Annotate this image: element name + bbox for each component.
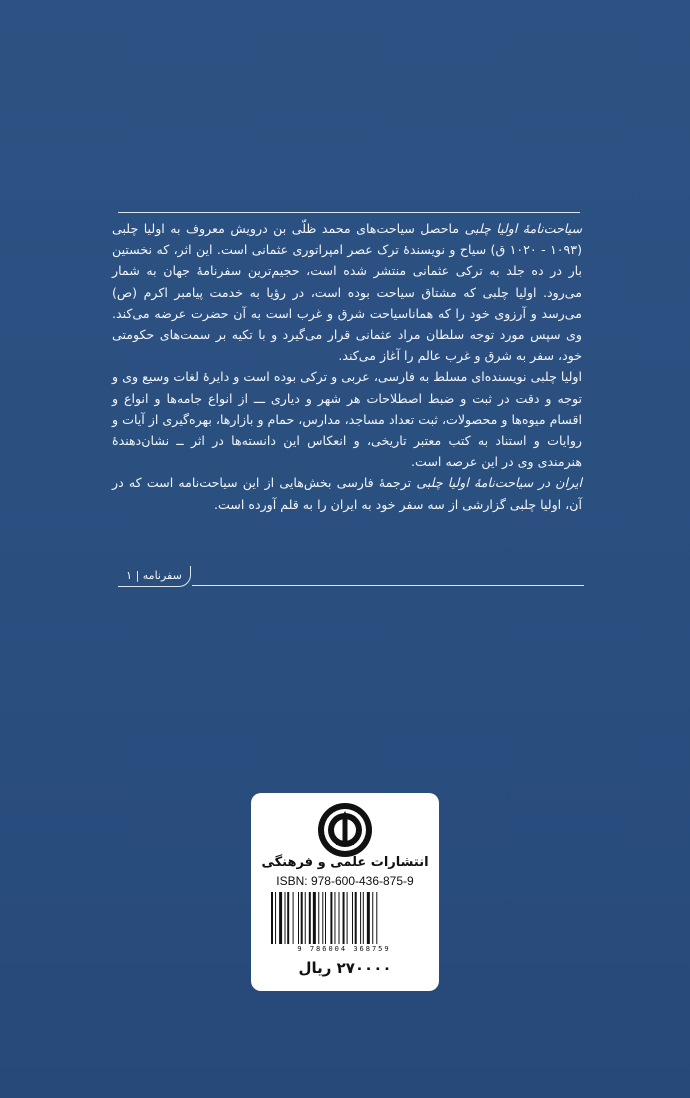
synopsis-text-1: ماحصل سیاحت‌های محمد ظلّی بن درویش معروف به اولیا چلبی (۱۰۹۳ - ۱۰۲۰ ق) سیاح و نویسندۀ ترک عصر امپراتوری عثمانی است. این اثر، که نخستین بار در ده جلد به ترکی عثمانی منتشر شده است، حجیم‌ترین سفرنامۀ جهان به شمار می‌رود. اولیا چلبی که مشتاق سیاحت بوده است، در رؤیا به خدمت پیامبر اکرم (ص) می‌رسد و آرزوی خود را که هماناسیاحت شرق و غرب است به آن حضرت عرضه می‌کند. وی سپس مورد توجه سلطان مراد عثمانی قرار می‌گیرد و با تکیه بر سمت‌های حکومتی خود، سفر به شرق و غرب عالم را آغاز می‌کند.: [112, 221, 582, 364]
synopsis-paragraph-2: اولیا چلبی نویسنده‌ای مسلط به فارسی، عربی و ترکی بوده است و دایرۀ لغات وسیع وی و توجه و دقت در ثبت و ضبط اصطلاحات هر شهر و دیاری ـــ از انواع جامه‌ها و انواع و اقسام میوه‌ها و محصولات، ثبت تعداد مساجد، مدارس، حمام و بازارها، بهره‌گیری از آیات و روایات و استناد به کتب معتبر تاریخی، و انعکاس این دانسته‌ها در اثر ــ نشان‌دهندۀ هنرمندی وی در این عرصه است.: [112, 369, 582, 470]
synopsis: [112, 218, 582, 515]
series-marker: [118, 566, 584, 588]
publisher-label-card: [251, 793, 439, 991]
price: ۲۷۰۰۰۰ ریال: [298, 959, 392, 977]
series-divider: [192, 585, 584, 586]
top-divider: [118, 212, 580, 213]
synopsis-text-3: ترجمۀ فارسی بخش‌هایی از این سیاحت‌نامه است که در آن، اولیا چلبی گزارشی از سه سفر خود به ایران را به قلم آورده است.: [112, 475, 582, 512]
synopsis-paragraph-1: [112, 218, 582, 366]
publisher-logo-icon: [316, 801, 374, 859]
isbn-text: ISBN: 978-600-436-875-9: [276, 874, 414, 888]
synopsis-paragraph-3: [112, 472, 582, 514]
barcode: [269, 892, 419, 944]
publisher-name: انتشارات علمی و فرهنگی: [261, 855, 429, 870]
translation-title-italic: ایران در سیاحت‌نامۀ اولیا چلبی: [416, 475, 582, 491]
book-title-italic: سیاحت‌نامۀ اولیا چلبی: [464, 221, 582, 236]
barcode-digits: 9 786004 368759: [297, 945, 391, 953]
series-label: سفرنامه | ۱: [118, 566, 191, 587]
